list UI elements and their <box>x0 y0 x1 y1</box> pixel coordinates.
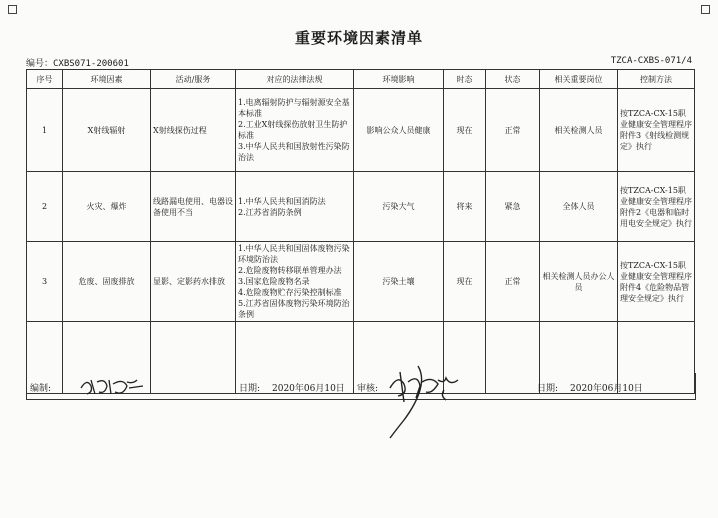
header-cell: 序号 <box>27 70 63 89</box>
row-number: 1 <box>27 89 63 172</box>
post-cell: 相关检测人员 <box>540 89 618 172</box>
environment-factor-table <box>26 69 695 394</box>
impact-cell: 影响公众人员健康 <box>354 89 444 172</box>
impact-cell: 污染大气 <box>354 172 444 242</box>
status-cell: 紧急 <box>486 172 540 242</box>
activity-cell: 显影、定影药水排放 <box>151 242 236 322</box>
table-header-row <box>27 70 695 89</box>
law-item: 1.中华人民共和国固体废物污染环境防治法 <box>238 244 350 264</box>
tense-cell: 将来 <box>444 172 486 242</box>
header-cell: 对应的法律法规 <box>236 70 354 89</box>
compiler-label: 编制: <box>30 384 52 394</box>
law-item: 4.危险废物贮存污染控制标准 <box>238 288 342 297</box>
law-item: 3.国家危险废物名录 <box>238 277 310 286</box>
header-cell: 活动/服务 <box>151 70 236 89</box>
review-date: 2020年06月10日 <box>570 384 643 394</box>
form-code: TZCA-CXBS-071/4 <box>610 56 692 66</box>
date-label: 日期: <box>537 384 559 394</box>
status-cell: 正常 <box>486 89 540 172</box>
method-cell: 按TZCA-CX-15职业健康安全管理程序附件2《电器和临时用电安全规定》执行 <box>618 172 695 242</box>
compiler-signature <box>77 374 147 398</box>
table-row <box>27 242 695 322</box>
reviewer-label: 审核: <box>357 384 379 394</box>
law-item: 5.江苏省固体废物污染环境防治条例 <box>238 299 350 319</box>
factor-cell: X射线辐射 <box>63 89 151 172</box>
tense-cell: 现在 <box>444 89 486 172</box>
row-number: 3 <box>27 242 63 322</box>
laws-cell <box>236 89 354 172</box>
laws-cell <box>236 172 354 242</box>
law-item: 2.工业X射线探伤放射卫生防护标准 <box>238 120 348 140</box>
reviewer-signature <box>360 352 470 444</box>
law-item: 1.中华人民共和国消防法 <box>238 196 326 206</box>
post-cell: 全体人员 <box>540 172 618 242</box>
activity-cell: 线路漏电使用、电器设备使用不当 <box>151 172 236 242</box>
header-cell: 环境影响 <box>354 70 444 89</box>
page-title: 重要环境因素清单 <box>294 29 423 47</box>
law-item: 1.电离辐射防护与辐射源安全基本标准 <box>238 98 350 118</box>
header-cell: 控制方法 <box>618 70 695 89</box>
factor-cell: 火灾、爆炸 <box>63 172 151 242</box>
post-cell: 相关检测人员办公人员 <box>540 242 618 322</box>
law-item: 2.危险废物转移联单管理办法 <box>238 266 342 275</box>
table-row <box>27 89 695 172</box>
corner-mark-left <box>8 5 17 14</box>
laws-cell <box>236 242 354 322</box>
law-item: 3.中华人民共和国放射性污染防治法 <box>238 142 350 162</box>
compile-date: 2020年06月10日 <box>272 384 345 394</box>
factor-cell: 危废、固废排放 <box>63 242 151 322</box>
impact-cell: 污染土壤 <box>354 242 444 322</box>
date-label: 日期: <box>239 384 261 394</box>
table-row <box>27 172 695 242</box>
header-cell: 相关重要岗位 <box>540 70 618 89</box>
method-cell: 按TZCA-CX-15职业健康安全管理程序附件4《危险物品管理安全规定》执行 <box>618 242 695 322</box>
tense-cell: 现在 <box>444 242 486 322</box>
corner-mark-right <box>701 5 710 14</box>
method-cell: 按TZCA-CX-15职业健康安全管理程序附件3《射线检测规定》执行 <box>618 89 695 172</box>
header-cell: 状态 <box>486 70 540 89</box>
activity-cell: X射线探伤过程 <box>151 89 236 172</box>
row-number: 2 <box>27 172 63 242</box>
doc-number: 编号：CXBS071-200601 <box>26 59 129 69</box>
law-item: 2.江苏省消防条例 <box>238 207 302 217</box>
header-cell: 环境因素 <box>63 70 151 89</box>
status-cell: 正常 <box>486 242 540 322</box>
header-cell: 时态 <box>444 70 486 89</box>
